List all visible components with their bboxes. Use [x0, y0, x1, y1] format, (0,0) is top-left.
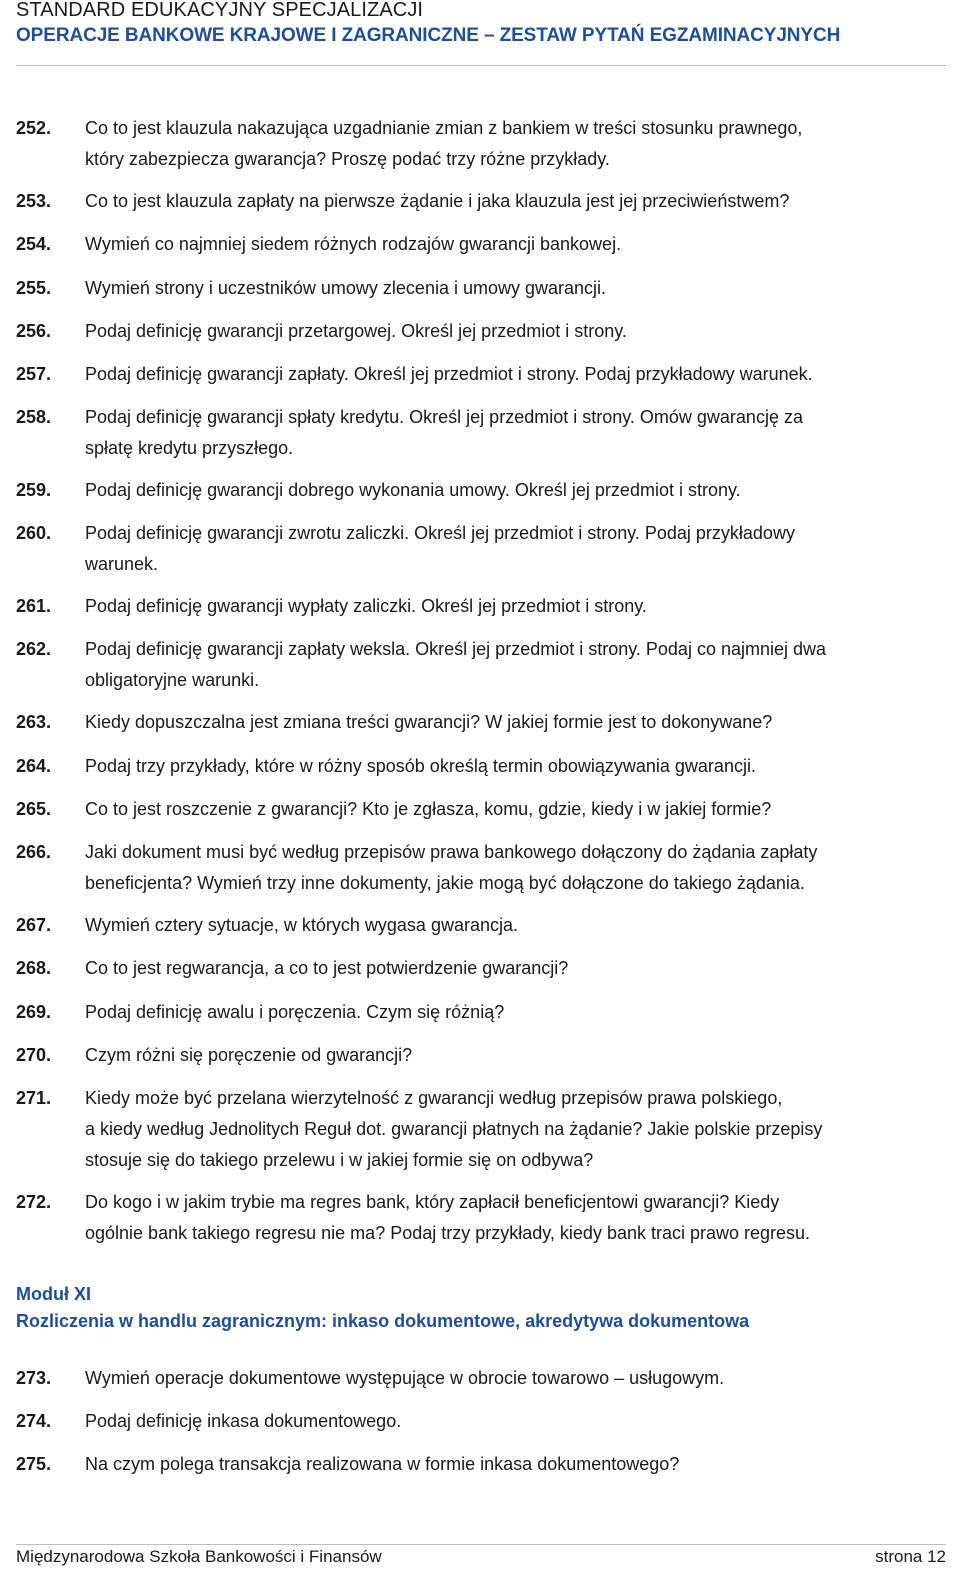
question-number: 267.: [16, 915, 52, 935]
question-text: Podaj definicję gwarancji zapłaty. Określ jej przedmiot i strony. Podaj przykładowy warunek.: [85, 364, 813, 384]
question-text: Do kogo i w jakim trybie ma regres bank, który zapłacił beneficjentowi gwarancji? Kiedy ogólnie bank takiego regresu nie ma? Podaj trzy przykłady, kiedy bank traci prawo regresu.: [85, 1192, 811, 1243]
question-text: Podaj definicję gwarancji wypłaty zaliczki. Określ jej przedmiot i strony.: [85, 596, 647, 616]
question-number: 270.: [16, 1045, 52, 1065]
question-number: 274.: [16, 1411, 52, 1431]
question-text: Kiedy może być przelana wierzytelność z gwarancji według przepisów prawa polskiego, a kiedy według Jednolitych Reguł dot. gwarancji płatnych na żądanie? Jakie polskie przepisy stosuje się do takiego przelewu i w jakiej formie się on odbywa?: [85, 1088, 823, 1170]
question-text: Czym różni się poręczenie od gwarancji?: [85, 1045, 413, 1065]
question-number: 254.: [16, 234, 52, 254]
question-item: [16, 591, 946, 622]
question-item: [16, 751, 946, 782]
question-item: [16, 186, 946, 217]
question-item: [16, 475, 946, 506]
question-text: Co to jest regwarancja, a co to jest potwierdzenie gwarancji?: [85, 958, 569, 978]
question-item: [16, 316, 946, 347]
question-number: 256.: [16, 321, 52, 341]
question-number: 265.: [16, 799, 52, 819]
question-item: [16, 359, 946, 390]
module-heading: [16, 1281, 946, 1335]
question-text: Podaj definicję awalu i poręczenia. Czym się różnią?: [85, 1002, 505, 1022]
question-text: Wymień strony i uczestników umowy zlecenia i umowy gwarancji.: [85, 278, 607, 298]
question-number: 260.: [16, 523, 52, 543]
question-number: 275.: [16, 1454, 52, 1474]
header-divider: [16, 65, 946, 66]
question-item: [16, 634, 946, 696]
question-item: [16, 910, 946, 941]
question-text: Podaj definicję gwarancji zapłaty weksla. Określ jej przedmiot i strony. Podaj co najmniej dwa obligatoryjne warunki.: [85, 639, 827, 690]
module-title: Moduł XI: [16, 1284, 91, 1304]
question-item: [16, 518, 946, 580]
question-number: 273.: [16, 1368, 52, 1388]
question-number: 264.: [16, 756, 52, 776]
question-item: [16, 953, 946, 984]
question-number: 272.: [16, 1192, 52, 1212]
question-text: Co to jest klauzula nakazująca uzgadnianie zmian z bankiem w treści stosunku prawnego, który zabezpiecza gwarancja? Proszę podać trzy różne przykłady.: [85, 118, 803, 169]
question-text: Kiedy dopuszczalna jest zmiana treści gwarancji? W jakiej formie jest to dokonywane?: [85, 712, 773, 732]
question-text: Co to jest klauzula zapłaty na pierwsze żądanie i jaka klauzula jest jej przeciwieństwem?: [85, 191, 790, 211]
question-text: Wymień operacje dokumentowe występujące w obrocie towarowo – usługowym.: [85, 1368, 725, 1388]
question-number: 263.: [16, 712, 52, 732]
question-number: 271.: [16, 1088, 52, 1108]
footer-institution: Międzynarodowa Szkoła Bankowości i Finansów: [16, 1547, 382, 1566]
question-text: Jaki dokument musi być według przepisów prawa bankowego dołączony do żądania zapłaty beneficjenta? Wymień trzy inne dokumenty, jakie mogą być dołączone do takiego żądania.: [85, 842, 818, 893]
question-item: [16, 1406, 946, 1437]
question-number: 253.: [16, 191, 52, 211]
question-number: 269.: [16, 1002, 52, 1022]
module-subtitle: Rozliczenia w handlu zagranicznym: inkaso dokumentowe, akredytywa dokumentowa: [16, 1311, 750, 1331]
question-item: [16, 837, 946, 899]
question-text: Co to jest roszczenie z gwarancji? Kto je zgłasza, komu, gdzie, kiedy i w jakiej formie?: [85, 799, 772, 819]
question-number: 261.: [16, 596, 52, 616]
question-number: 252.: [16, 118, 52, 138]
question-text: Wymień cztery sytuacje, w których wygasa gwarancja.: [85, 915, 518, 935]
question-item: [16, 794, 946, 825]
question-text: Podaj definicję gwarancji spłaty kredytu. Określ jej przedmiot i strony. Omów gwarancję za spłatę kredytu przyszłego.: [85, 407, 803, 458]
header-subtitle: OPERACJE BANKOWE KRAJOWE I ZAGRANICZNE – ZESTAW PYTAŃ EGZAMINACYJNYCH: [16, 25, 841, 46]
question-text: Podaj definicję gwarancji przetargowej. Określ jej przedmiot i strony.: [85, 321, 627, 341]
question-number: 257.: [16, 364, 52, 384]
question-item: [16, 229, 946, 260]
question-text: Podaj definicję gwarancji dobrego wykonania umowy. Określ jej przedmiot i strony.: [85, 480, 741, 500]
question-item: [16, 273, 946, 304]
question-item: [16, 1040, 946, 1071]
question-item: [16, 997, 946, 1028]
page-header: [16, 0, 946, 49]
question-text: Na czym polega transakcja realizowana w formie inkasa dokumentowego?: [85, 1454, 680, 1474]
question-item: [16, 1187, 946, 1249]
question-text: Podaj definicję inkasa dokumentowego.: [85, 1411, 402, 1431]
question-text: Podaj trzy przykłady, które w różny sposób określą termin obowiązywania gwarancji.: [85, 756, 756, 776]
question-item: [16, 113, 946, 175]
question-number: 255.: [16, 278, 52, 298]
header-title: STANDARD EDUKACYJNY SPECJALIZACJI: [16, 0, 424, 21]
question-text: Podaj definicję gwarancji zwrotu zaliczki. Określ jej przedmiot i strony. Podaj przykładowy warunek.: [85, 523, 795, 574]
question-number: 268.: [16, 958, 52, 978]
page-number: strona 12: [875, 1547, 946, 1566]
question-number: 266.: [16, 842, 52, 862]
question-item: [16, 1449, 946, 1480]
question-item: [16, 1083, 946, 1176]
question-item: [16, 402, 946, 464]
question-number: 262.: [16, 639, 52, 659]
question-text: Wymień co najmniej siedem różnych rodzajów gwarancji bankowej.: [85, 234, 622, 254]
question-item: [16, 707, 946, 738]
question-number: 258.: [16, 407, 52, 427]
question-number: 259.: [16, 480, 52, 500]
question-item: [16, 1363, 946, 1394]
